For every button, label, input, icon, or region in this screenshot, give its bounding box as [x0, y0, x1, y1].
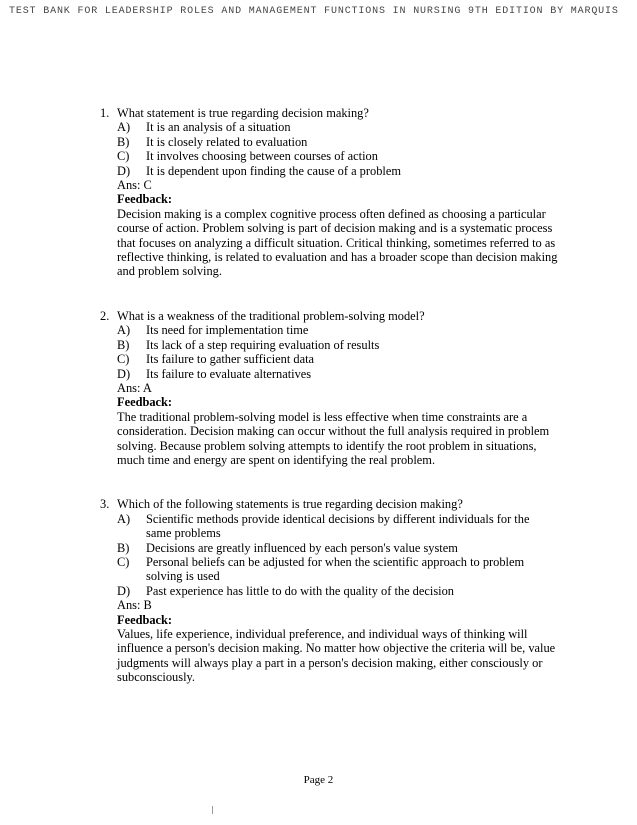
option-letter: A) — [117, 511, 131, 526]
answer-line: Ans: A — [117, 380, 152, 395]
answer-option — [117, 367, 560, 381]
option-text: It is dependent upon finding the cause of a problem — [146, 163, 401, 178]
option-letter: A) — [117, 323, 131, 338]
answer-option — [117, 555, 560, 584]
question-number: 2. — [100, 308, 110, 323]
option-letter: D) — [117, 163, 131, 178]
answer-option — [117, 352, 560, 366]
answer-option — [117, 584, 560, 598]
feedback-text: The traditional problem-solving model is less effective when time constraints are a consideration. Decision making can occur without the full analysis required in problem solving. Because problem solving attempts to identify the root problem in situations, much time and energy are spent on identifying the real problem. — [117, 409, 550, 467]
option-text: Personal beliefs can be adjusted for when the scientific approach to problem solving is used — [146, 554, 525, 584]
question-number: 1. — [100, 106, 110, 120]
question-text: Which of the following statements is true regarding decision making? — [117, 497, 463, 512]
option-letter: D) — [117, 366, 131, 381]
question-number: 3. — [100, 497, 110, 512]
feedback-label: Feedback: — [117, 395, 173, 410]
answer-line: Ans: C — [117, 178, 152, 193]
option-letter: C) — [117, 149, 130, 164]
feedback-text: Decision making is a complex cognitive process often defined as choosing a particular course of action. Problem solving is part of decision making and is a systematic process that focuses on analyzing a difficult situation. Critical thinking, sometimes referred to as reflective thinking, is related to evaluation and has a broader scope than decision making and problem solving. — [117, 206, 558, 279]
option-letter: B) — [117, 337, 130, 352]
answer-option — [117, 120, 560, 134]
answer-option — [117, 164, 560, 178]
cursor-mark — [212, 806, 213, 814]
question-text: What statement is true regarding decision making? — [117, 106, 369, 120]
answer-option — [117, 323, 560, 337]
option-text: It is closely related to evaluation — [146, 134, 308, 149]
option-text: Past experience has little to do with the quality of the decision — [146, 583, 454, 598]
option-text: Its need for implementation time — [146, 323, 309, 338]
options-list — [117, 323, 560, 381]
question-text: What is a weakness of the traditional problem-solving model? — [117, 308, 425, 323]
options-list — [117, 512, 560, 598]
option-text: Its failure to evaluate alternatives — [146, 366, 312, 381]
answer-option — [117, 135, 560, 149]
option-letter: A) — [117, 120, 131, 135]
option-letter: C) — [117, 352, 130, 367]
option-text: It involves choosing between courses of action — [146, 149, 378, 164]
question-body — [117, 106, 560, 279]
option-letter: B) — [117, 540, 130, 555]
questions-list — [100, 106, 560, 715]
option-text: Scientific methods provide identical decisions by different individuals for the same problems — [146, 511, 530, 541]
question-body — [117, 309, 560, 467]
question-body — [117, 497, 560, 684]
option-text: It is an analysis of a situation — [146, 120, 291, 135]
option-text: Decisions are greatly influenced by each person's value system — [146, 540, 458, 555]
answer-option — [117, 338, 560, 352]
answer-option — [117, 541, 560, 555]
answer-option — [117, 512, 560, 541]
options-list — [117, 120, 560, 178]
question-block — [100, 309, 560, 467]
answer-line: Ans: B — [117, 598, 152, 613]
question-block — [100, 106, 560, 279]
answer-option — [117, 149, 560, 163]
document-title: TEST BANK FOR LEADERSHIP ROLES AND MANAGEMENT FUNCTIONS IN NURSING 9TH EDITION BY MARQUIS — [9, 6, 619, 17]
page-number-label: Page 2 — [303, 774, 334, 786]
question-block — [100, 497, 560, 684]
feedback-label: Feedback: — [117, 192, 173, 207]
option-letter: C) — [117, 554, 130, 569]
option-text: Its lack of a step requiring evaluation of results — [146, 337, 380, 352]
feedback-text: Values, life experience, individual preference, and individual ways of thinking will influence a person's decision making. No matter how objective the criteria will be, value judgments will always play a part in a person's decision making, either consciously or subconsciously. — [117, 627, 556, 685]
option-letter: D) — [117, 583, 131, 598]
option-letter: B) — [117, 134, 130, 149]
page-footer — [0, 773, 637, 787]
option-text: Its failure to gather sufficient data — [146, 352, 315, 367]
feedback-label: Feedback: — [117, 612, 173, 627]
